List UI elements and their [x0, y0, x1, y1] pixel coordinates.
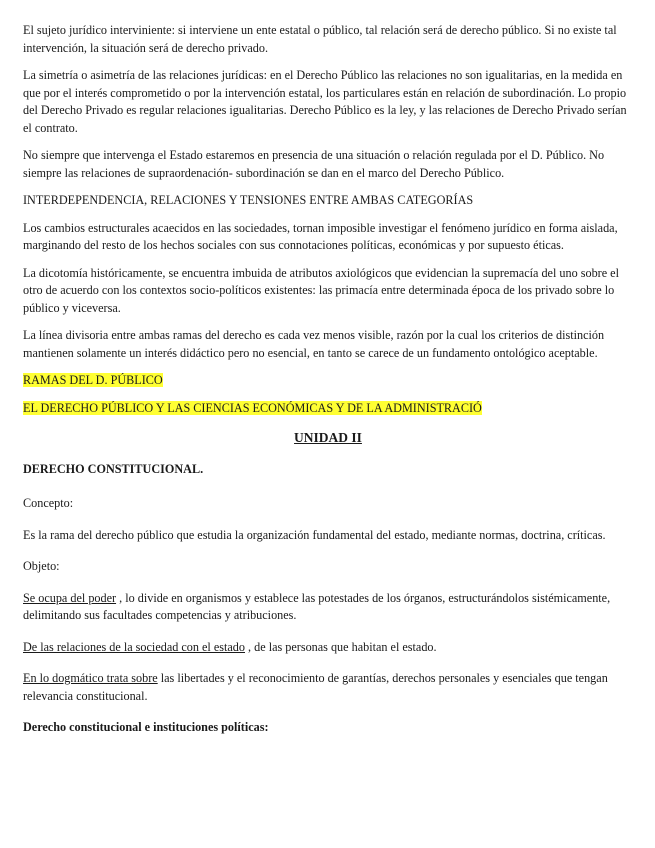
highlight-ciencias [23, 400, 633, 418]
objeto-item-dogmatico-underlined: En lo dogmático trata sobre [23, 671, 158, 685]
paragraph-sujeto-juridico: El sujeto jurídico interviniente: si interviene un ente estatal o público, tal relación será de derecho público. Si no existe tal intervención, la situación será de derecho privado. [23, 23, 617, 55]
objeto-item-poder-rest: , lo divide en organismos y establece las potestades de los órganos, estructurándolos sistémicamente, delimitando sus facultades competencias y atribuciones. [23, 590, 611, 622]
unit-title: UNIDAD II [294, 430, 362, 445]
section-title: DERECHO CONSTITUCIONAL. [23, 461, 204, 476]
paragraph-dicotomia: La dicotomía históricamente, se encuentra imbuida de atributos axiológicos que evidencian la supremacía del uno sobre el otro de acuerdo con los contextos socio-políticos existentes: las primacía entre determinada época de los privado sobre lo público y viceversa. [23, 265, 619, 315]
objeto-item-relaciones [23, 639, 633, 657]
objeto-label: Objeto: [23, 559, 60, 573]
objeto-item-poder [23, 590, 633, 625]
paragraph-cambios-estructurales: Los cambios estructurales acaecidos en las sociedades, tornan imposible investigar el fenómeno jurídico en forma aislada, marginando del resto de los hechos sociales con sus connotaciones políticas, económicas y por supuesto éticas. [23, 220, 618, 252]
highlight-ciencias-text: EL DERECHO PÚBLICO Y LAS CIENCIAS ECONÓMICAS Y DE LA ADMINISTRACIÓ [23, 400, 482, 415]
highlight-ramas-text: RAMAS DEL D. PÚBLICO [23, 373, 163, 387]
objeto-item-dogmatico-rest: las libertades y el reconocimiento de garantías, derechos personales y esenciales que tengan relevancia constitucional. [23, 671, 608, 703]
concepto-text: Es la rama del derecho público que estudia la organización fundamental del estado, mediante normas, doctrina, críticas. [23, 527, 606, 542]
paragraph-simetria: La simetría o asimetría de las relaciones jurídicas: en el Derecho Público las relaciones no son igualitarias, en la medida en que por el interés comprometido o por la intervención estatal, los particulares están en relación de subordinación. Lo propio del Derecho Privado es regular relaciones igualitarias. Derecho Público es la ley, y las relaciones de Derecho Privado serían el contrato. [23, 68, 627, 135]
objeto-item-poder-underlined: Se ocupa del poder [23, 590, 117, 605]
paragraph-linea-divisoria: La línea divisoria entre ambas ramas del derecho es cada vez menos visible, razón por la cual los criterios de distinción mantienen solamente un interés didáctico pero no esencial, en tanto se carece de un fundamento ontológico aceptable. [23, 328, 605, 360]
objeto-item-dogmatico [23, 670, 633, 705]
final-heading: Derecho constitucional e instituciones políticas: [23, 720, 269, 734]
highlight-ramas [23, 372, 633, 390]
concepto-label: Concepto: [23, 496, 74, 510]
objeto-item-relaciones-rest: , de las personas que habitan el estado. [245, 639, 437, 654]
heading-interdependencia: INTERDEPENDENCIA, RELACIONES Y TENSIONES ENTRE AMBAS CATEGORÍAS [23, 193, 474, 207]
objeto-item-relaciones-underlined: De las relaciones de la sociedad con el estado [23, 639, 245, 654]
paragraph-estado: No siempre que intervenga el Estado estaremos en presencia de una situación o relación regulada por el D. Público. No siempre las relaciones de supraordenación- subordinación se dan en el marco del Derecho Público. [23, 148, 605, 180]
